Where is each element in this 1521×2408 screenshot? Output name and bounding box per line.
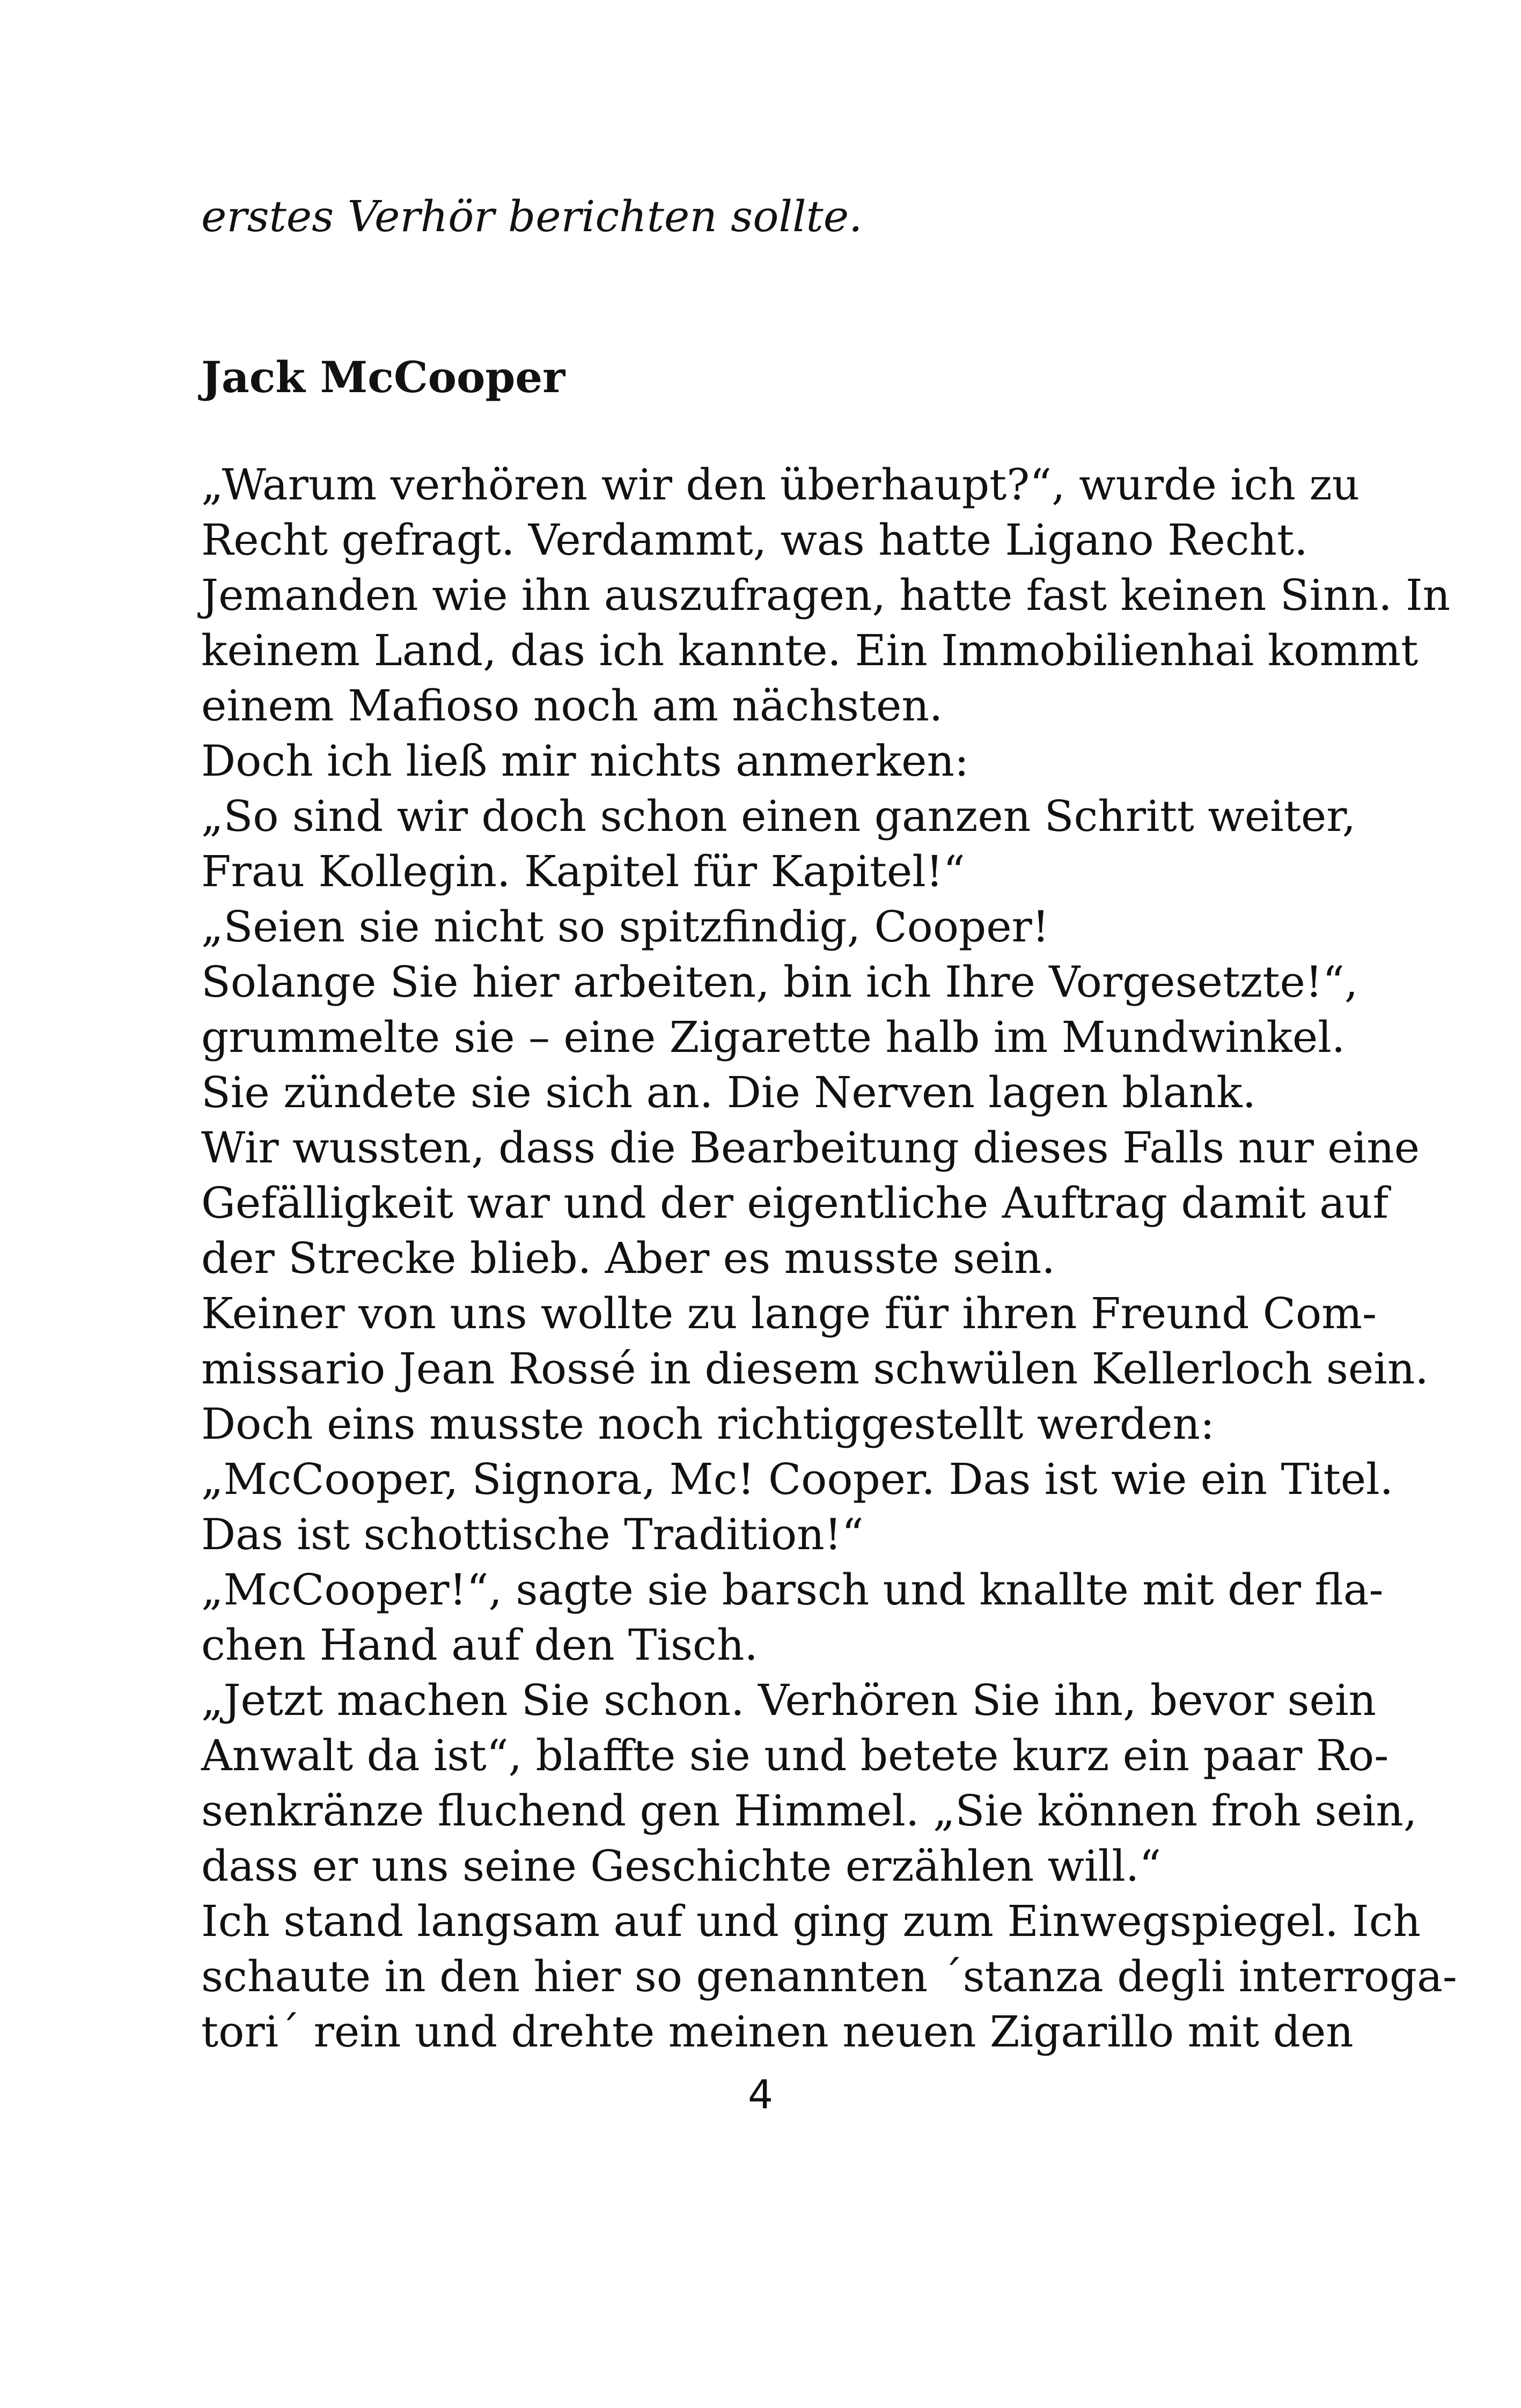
page-number: 4 xyxy=(747,2072,774,2118)
text-line: Frau Kollegin. Kapitel für Kapitel!“ xyxy=(201,846,965,896)
text-line: einem Mafioso noch am nächsten. xyxy=(201,681,943,731)
text-line: der Strecke blieb. Aber es musste sein. xyxy=(201,1233,1055,1283)
text-line: Doch eins musste noch richtiggestellt werden: xyxy=(201,1399,1215,1449)
text-line: Keiner von uns wollte zu lange für ihren Freund Com- xyxy=(201,1288,1377,1338)
text-line: Doch ich ließ mir nichts anmerken: xyxy=(201,736,969,786)
text-line: „McCooper!“, sagte sie barsch und knallte mit der fla- xyxy=(201,1565,1384,1615)
text-line: „Warum verhören wir den überhaupt?“, wurde ich zu xyxy=(201,460,1360,510)
text-line: „So sind wir doch schon einen ganzen Schritt weiter, xyxy=(201,791,1356,841)
text-line: grummelte sie – eine Zigarette halb im Mundwinkel. xyxy=(201,1012,1346,1062)
text-line: senkränze fluchend gen Himmel. „Sie können froh sein, xyxy=(201,1786,1417,1836)
body-text xyxy=(201,457,1457,2059)
text-line: Recht gefragt. Verdammt, was hatte Ligano Recht. xyxy=(201,515,1308,565)
text-line: Wir wussten, dass die Bearbeitung dieses Falls nur eine xyxy=(201,1123,1420,1173)
chapter-heading: Jack McCooper xyxy=(201,352,565,402)
text-line: Solange Sie hier arbeiten, bin ich Ihre Vorgesetzte!“, xyxy=(201,957,1358,1007)
text-line: tori´ rein und drehte meinen neuen Zigarillo mit den xyxy=(201,2007,1354,2057)
text-line: „McCooper, Signora, Mc! Cooper. Das ist wie ein Titel. xyxy=(201,1454,1394,1504)
text-line: Gefälligkeit war und der eigentliche Auftrag damit auf xyxy=(201,1178,1389,1228)
text-line: Ich stand langsam auf und ging zum Einwegspiegel. Ich xyxy=(201,1896,1421,1946)
text-line: Jemanden wie ihn auszufragen, hatte fast keinen Sinn. In xyxy=(201,570,1451,620)
text-line: keinem Land, das ich kannte. Ein Immobilienhai kommt xyxy=(201,625,1419,675)
text-line: schaute in den hier so genannten ´stanza degli interroga- xyxy=(201,1952,1457,2001)
text-line: Sie zündete sie sich an. Die Nerven lagen blank. xyxy=(201,1067,1257,1117)
text-line: Anwalt da ist“, blaffte sie und betete kurz ein paar Ro- xyxy=(201,1730,1389,1780)
text-line: dass er uns seine Geschichte erzählen will.“ xyxy=(201,1841,1162,1891)
text-line: chen Hand auf den Tisch. xyxy=(201,1620,758,1670)
text-line: Das ist schottische Tradition!“ xyxy=(201,1509,864,1559)
text-line: „Jetzt machen Sie schon. Verhören Sie ihn, bevor sein xyxy=(201,1675,1376,1725)
intro-line: erstes Verhör berichten sollte. xyxy=(201,192,863,241)
text-line: „Seien sie nicht so spitzfindig, Cooper! xyxy=(201,902,1049,952)
text-line: missario Jean Rossé in diesem schwülen Kellerloch sein. xyxy=(201,1344,1429,1394)
